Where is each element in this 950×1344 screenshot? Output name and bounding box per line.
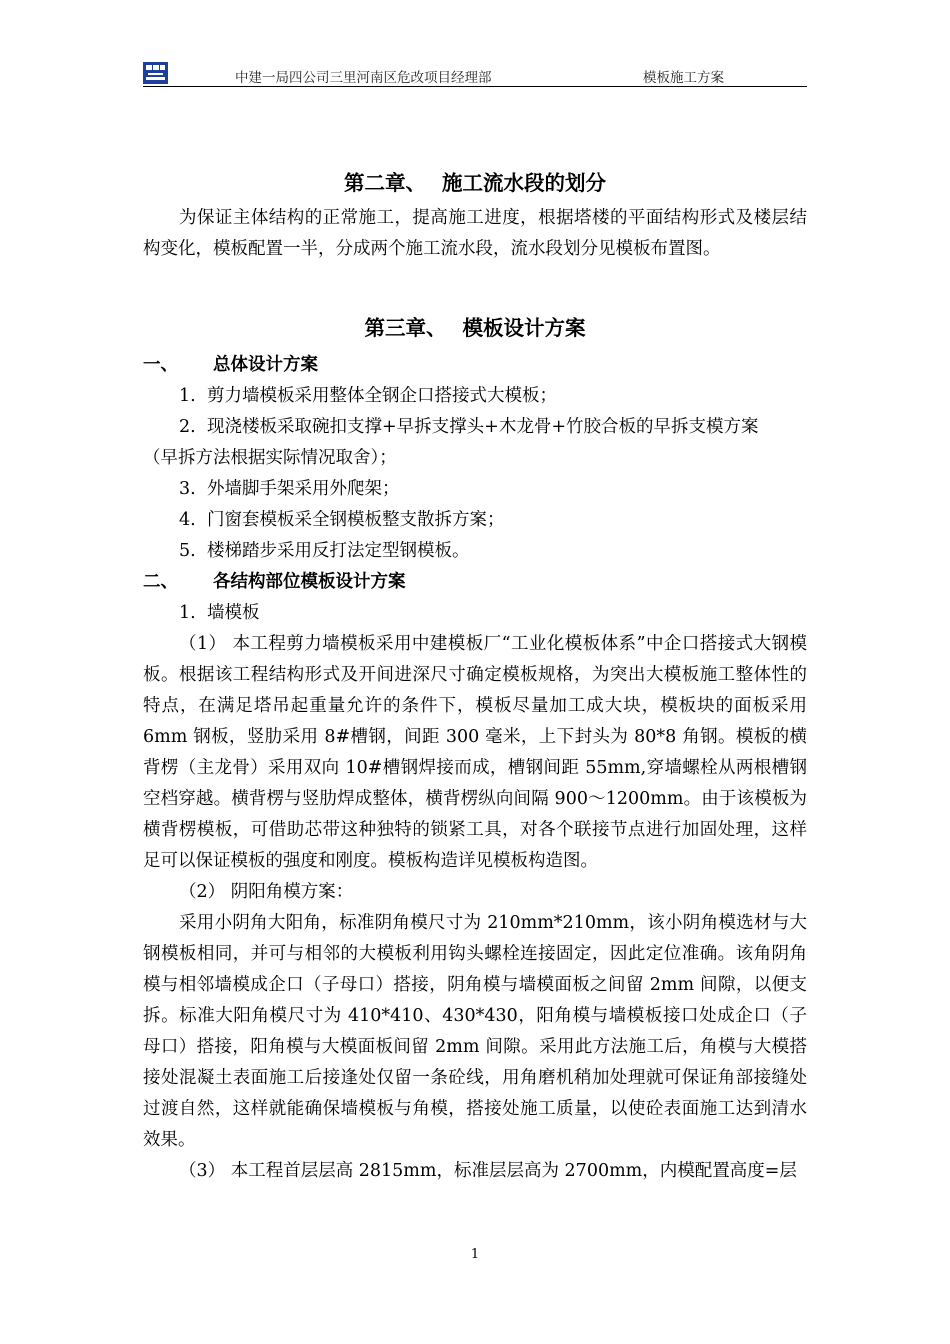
section-2-heading bbox=[143, 567, 807, 598]
chapter-2-heading bbox=[143, 166, 807, 196]
paragraph-corner-title: （2） 阴阳角模方案： bbox=[179, 882, 354, 902]
list-item: 1. 剪力墙模板采用整体全钢企口搭接式大模板； bbox=[179, 386, 557, 406]
header-organization: 中建一局四公司三里河南区危改项目经理部 bbox=[235, 70, 492, 86]
section-1-heading bbox=[143, 350, 807, 381]
chapter-2-paragraph: 为保证主体结构的正常施工，提高施工进度，根据塔楼的平面结构形式及楼层结构变化，模板配置一半，分成两个施工流水段，流水段划分见模板布置图。 bbox=[143, 208, 807, 259]
chapter-2-label: 第二章、 bbox=[344, 171, 426, 195]
list-item: 2. 现浇楼板采取碗扣支撑+早拆支撑头+木龙骨+竹胶合板的早拆支模方案 bbox=[179, 417, 759, 437]
section-2-number: 二、 bbox=[143, 572, 178, 592]
company-logo-icon bbox=[143, 62, 168, 84]
page-number: 1 bbox=[470, 1247, 480, 1262]
header-document-title: 模板施工方案 bbox=[643, 70, 724, 86]
chapter-3-body bbox=[143, 350, 807, 1187]
chapter-2-title: 施工流水段的划分 bbox=[442, 171, 606, 195]
list-item: 5. 楼梯踏步采用反打法定型钢模板。 bbox=[179, 541, 470, 561]
page-header bbox=[143, 60, 807, 87]
section-2-title: 各结构部位模板设计方案 bbox=[213, 572, 406, 592]
chapter-2-body bbox=[143, 203, 807, 265]
list-item: 3. 外墙脚手架采用外爬架； bbox=[179, 479, 400, 499]
list-item: 4. 门窗套模板采全钢模板整支散拆方案； bbox=[179, 510, 505, 530]
paragraph-wall-formwork: （1） 本工程剪力墙模板采用中建模板厂“工业化模板体系”中企口搭接式大钢模板。根据该工程结构形式及开间进深尺寸确定模板规格，为突出大模板施工整体性的特点，在满足塔吊起重量允许的条件下，模板尽量加工成大块，模板块的面板采用 6mm 钢板，竖肋采用 8#槽钢，间距 300 毫米，上下封头为 80*8 角钢。模板的横背楞（主龙骨）采用双向 10#槽钢焊接而成，槽钢间距 55mm,穿墙螺栓从两根槽钢空档穿越。横背楞与竖肋焊成整体，横背楞纵向间隔 900～1200mm。由于该模板为横背楞模板，可借助芯带这种独特的锁紧工具，对各个联接节点进行加固处理，这样足可以保证模板的强度和刚度。模板构造详见模板构造图。 bbox=[143, 634, 807, 871]
subsection-wall-formwork: 1. 墙模板 bbox=[179, 603, 260, 623]
list-item-continuation: （早拆方法根据实际情况取舍）； bbox=[143, 448, 397, 468]
chapter-3-heading bbox=[143, 311, 807, 341]
chapter-3-label: 第三章、 bbox=[364, 316, 447, 340]
section-1-title: 总体设计方案 bbox=[213, 355, 318, 375]
section-1-number: 一、 bbox=[143, 355, 178, 375]
chapter-3-title: 模板设计方案 bbox=[462, 316, 586, 340]
paragraph-corner-formwork: 采用小阴角大阳角，标准阴角模尺寸为 210mm*210mm，该小阴角模选材与大钢模板相同，并可与相邻的大模板利用钩头螺栓连接固定，因此定位准确。该角阴角模与相邻墙模成企口（子母口）搭接，阴角模与墙模面板之间留 2mm 间隙，以便支拆。标准大阳角模尺寸为 410*410、430*430，阳角模与墙模板接口处成企口（子母口）搭接，阳角模与大模面板间留 2mm 间隙。采用此方法施工后，角模与大模搭接处混凝土表面施工后接逢处仅留一条砼线，用角磨机稍加处理就可保证角部接缝处过渡自然，这样就能确保墙模板与角模，搭接处施工质量，以使砼表面施工达到清水效果。 bbox=[143, 913, 807, 1150]
paragraph-floor-height: （3） 本工程首层层高 2815mm，标准层层高为 2700mm，内模配置高度=层 bbox=[179, 1161, 797, 1181]
